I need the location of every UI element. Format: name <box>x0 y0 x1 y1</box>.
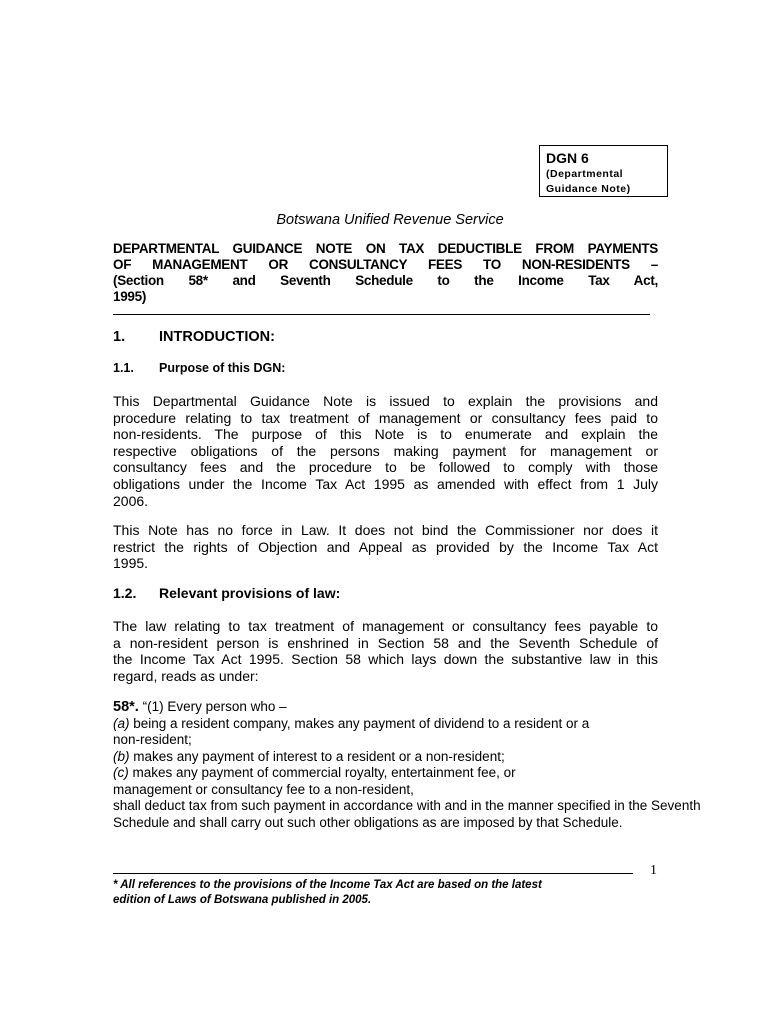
clause-text: makes any payment of commercial royalty, entertainment fee, or <box>128 765 516 780</box>
subsection-title: Purpose of this DGN: <box>159 361 286 375</box>
clause-text: management or consultancy fee to a non-resident, <box>113 781 414 797</box>
footnote-rule <box>113 873 633 874</box>
paragraph-line: obligations under the Income Tax Act 1995 as amended with effect from 1 July <box>113 475 658 492</box>
document-title-line3: (Section 58* and Seventh Schedule to the Income Tax Act, <box>113 273 658 288</box>
statute-opening <box>113 699 770 716</box>
section-heading-introduction <box>113 329 275 345</box>
footnote-line: edition of Laws of Botswana published in 2005. <box>113 894 372 906</box>
document-title <box>113 241 658 305</box>
subsection-heading-relevant-law <box>113 585 340 601</box>
subsection-number: 1.1. <box>113 361 134 375</box>
dgn-subtitle-line2: Guidance Note) <box>546 183 631 195</box>
paragraph-line: 2006. <box>113 492 149 509</box>
organization-name: Botswana Unified Revenue Service <box>276 212 504 228</box>
statute-clause-c <box>113 765 770 782</box>
paragraph-line: the Income Tax Act 1995. Section 58 which lays down the substantive law in this <box>113 651 658 668</box>
paragraph-line: regard, reads as under: <box>113 667 259 684</box>
statute-opening-text: “(1) Every person who – <box>142 699 287 714</box>
paragraph-line: This Note has no force in Law. It does not bind the Commissioner nor does it <box>113 522 658 538</box>
statute-section-ref: 58*. <box>113 699 139 715</box>
paragraph-line: The law relating to tax treatment of management or consultancy fees payable to <box>113 618 658 634</box>
paragraph-line: restrict the rights of Objection and Appeal as provided by the Income Tax Act <box>113 538 658 555</box>
footnote-line: * All references to the provisions of the Income Tax Act are based on the latest <box>113 879 542 891</box>
clause-text: makes any payment of interest to a resident or a non-resident; <box>129 748 505 764</box>
document-title-line1: DEPARTMENTAL GUIDANCE NOTE ON TAX DEDUCTIBLE FROM PAYMENTS <box>113 241 658 256</box>
statute-clause-a <box>113 716 770 733</box>
paragraph-line: This Departmental Guidance Note is issued to explain the provisions and <box>113 393 658 409</box>
paragraph-line: non-residents. The purpose of this Note is to enumerate and explain the <box>113 426 658 443</box>
paragraph-line: 1995. <box>113 555 149 572</box>
statute-closing: Schedule and shall carry out such other obligations as are imposed by that Schedule. <box>113 814 623 830</box>
page-number: 1 <box>650 863 657 878</box>
dgn-label-box <box>539 145 668 197</box>
statute-clause-b <box>113 749 770 766</box>
purpose-paragraph <box>113 393 658 509</box>
clause-label: (c) <box>113 765 129 780</box>
clause-text: being a resident company, makes any payment of dividend to a resident or a <box>129 715 590 731</box>
law-paragraph <box>113 618 658 684</box>
document-title-line4: 1995) <box>113 289 147 304</box>
dgn-subtitle-line1: (Departmental <box>546 168 624 180</box>
statute-closing: shall deduct tax from such payment in accordance with and in the manner specified in the Seventh <box>113 798 701 813</box>
footnote <box>113 878 542 908</box>
paragraph-line: consultancy fees and the procedure to be followed to comply with those <box>113 459 658 476</box>
paragraph-line: procedure relating to tax treatment of management or consultancy fees paid to <box>113 409 658 426</box>
paragraph-line: respective obligations of the persons making payment for management or <box>113 442 658 459</box>
section-title: INTRODUCTION: <box>159 329 275 345</box>
subsection-title: Relevant provisions of law: <box>159 585 341 601</box>
force-paragraph <box>113 522 658 572</box>
dgn-code: DGN 6 <box>546 150 589 166</box>
paragraph-line: a non-resident person is enshrined in Section 58 and the Seventh Schedule of <box>113 634 658 651</box>
document-title-line2: OF MANAGEMENT OR CONSULTANCY FEES TO NON-RESIDENTS – <box>113 257 658 272</box>
clause-text: non-resident; <box>113 732 192 747</box>
subsection-heading-purpose <box>113 361 285 375</box>
clause-label: (a) <box>113 715 130 731</box>
subsection-number: 1.2. <box>113 585 137 601</box>
title-rule <box>113 314 650 315</box>
section-number: 1. <box>113 329 126 345</box>
statute-quote <box>113 699 770 831</box>
clause-label: (b) <box>113 748 130 764</box>
